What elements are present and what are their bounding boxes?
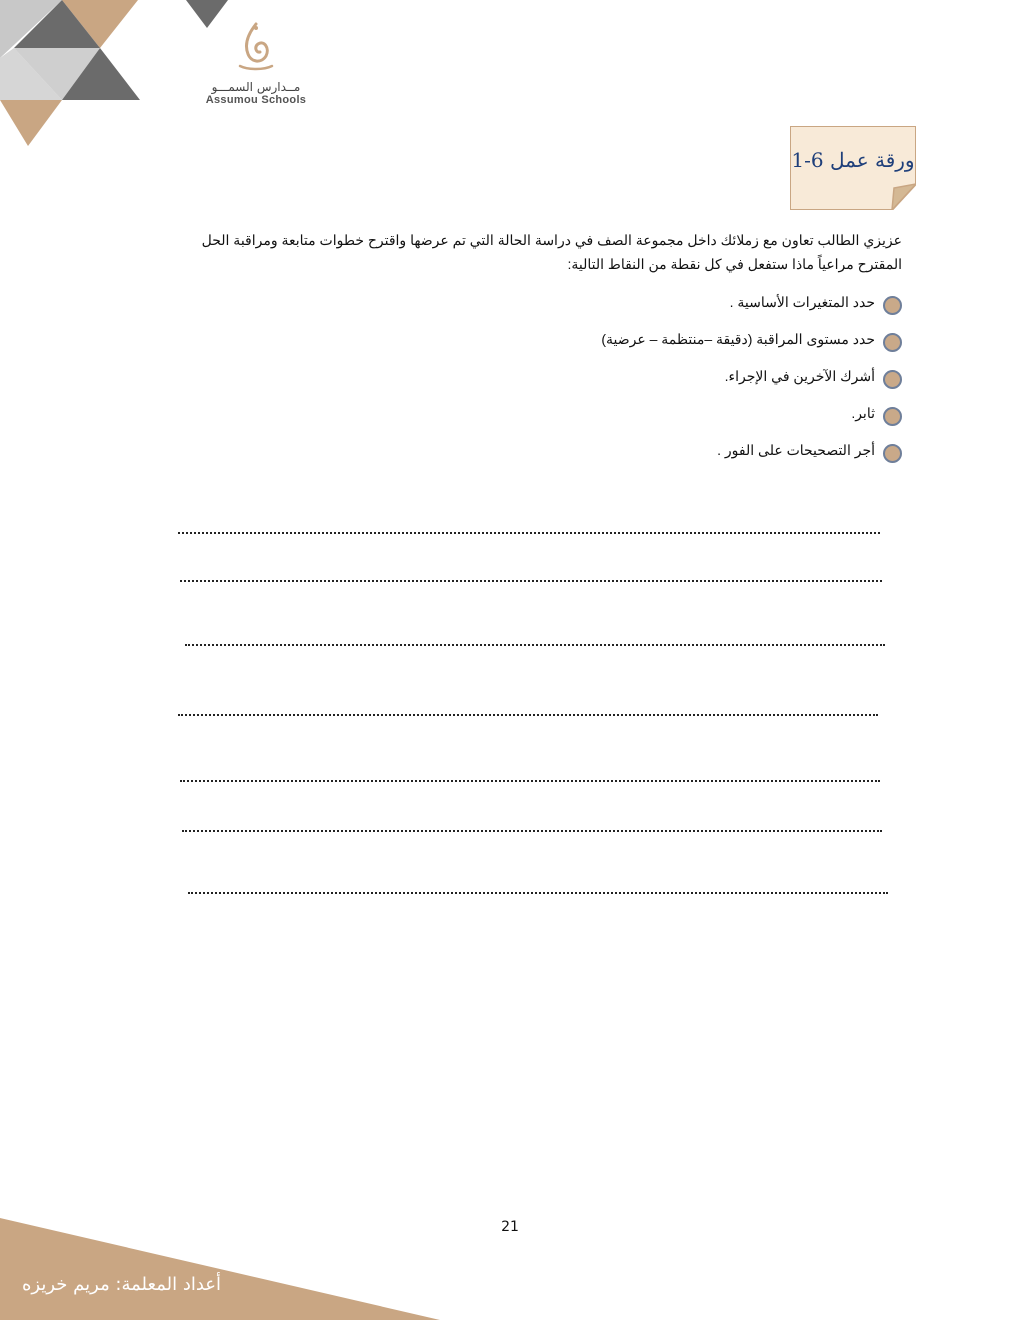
answer-line-1[interactable] [178,532,880,534]
circle-bullet-icon [883,296,902,315]
answer-line-5[interactable] [180,780,880,782]
logo-arabic-text: مــدارس السمـــو [211,80,301,94]
task-item [482,358,902,395]
answer-line-7[interactable] [188,892,888,894]
task-list [482,284,902,469]
circle-bullet-icon [883,407,902,426]
page-number: 21 [501,1219,519,1235]
logo-english-text: Assumou Schools [205,94,307,106]
worksheet-title: ورقة عمل 6-1 [791,148,915,172]
instructions-line-1: عزيزي الطالب تعاون مع زملائك داخل مجموعة الصف في دراسة الحالة التي تم عرضها واقترح خطوات متابعة ومراقبة الحل [201,232,902,248]
answer-line-4[interactable] [178,714,878,716]
school-emblem-icon [234,20,278,74]
task-item-text: حدد المتغيرات الأساسية . [729,294,875,310]
footer-band-decoration [0,1210,1020,1320]
answer-line-6[interactable] [182,830,882,832]
task-item [482,284,902,321]
task-item-text: ثابر. [851,405,875,421]
circle-bullet-icon [883,370,902,389]
answer-line-2[interactable] [180,580,882,582]
instructions-text [162,228,902,276]
school-logo [196,20,316,106]
author-credit: أعداد المعلمة: مريم خريزه [22,1274,222,1295]
task-item [482,432,902,469]
task-item [482,321,902,358]
task-item [482,395,902,432]
circle-bullet-icon [883,333,902,352]
answer-line-3[interactable] [185,644,885,646]
task-item-text: أشرك الآخرين في الإجراء. [724,368,875,384]
task-item-text: حدد مستوى المراقبة (دقيقة –منتظمة – عرضية) [601,331,875,347]
circle-bullet-icon [883,444,902,463]
task-item-text: أجر التصحيحات على الفور . [717,442,875,458]
worksheet-tag [790,126,916,210]
instructions-line-2: المقترح مراعياً ماذا ستفعل في كل نقطة من النقاط التالية: [567,256,902,272]
